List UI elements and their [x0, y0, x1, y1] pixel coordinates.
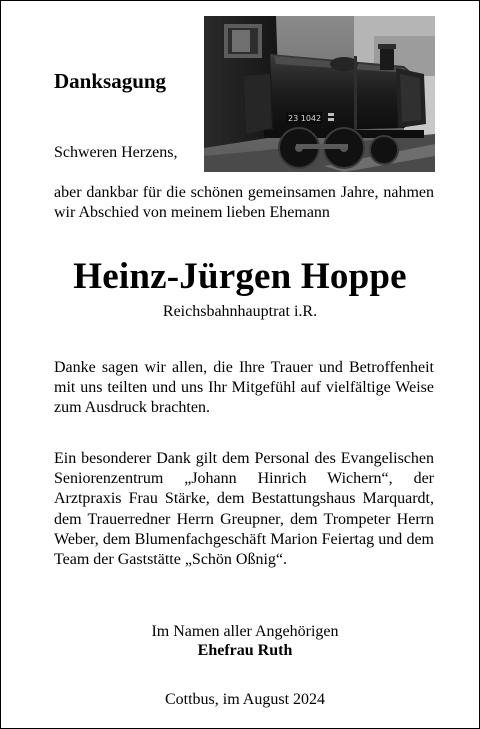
plate-number: 23 1042 — [288, 114, 322, 123]
paragraph-thanks: Danke sagen wir allen, die Ihre Trauer und Betroffenheit mit uns teilten und uns Ihr Mitgefühl auf vielfältige Weise zum Ausdruck brachten. — [54, 359, 434, 417]
signature-name: Ehefrau Ruth — [197, 642, 293, 659]
paragraph-farewell: aber dankbar für die schönen gemeinsamen Jahre, nahmen wir Abschied von meinem lieben Ehemann — [54, 184, 434, 222]
heading: Danksagung — [54, 69, 167, 93]
locomotive-illustration — [204, 16, 435, 172]
intro-text: Schweren Herzens, — [54, 144, 178, 161]
place-date: Cottbus, im August 2024 — [164, 691, 326, 708]
locomotive-photo — [204, 16, 435, 172]
deceased-title: Reichsbahnhauptrat i.R. — [162, 303, 318, 320]
paragraph-special-thanks: Ein besonderer Dank gilt dem Personal des Evangelischen Seniorenzentrum „Johann Hinrich Wichern“, der Arztpraxis Frau Stärke, dem Bestattungshaus Marquardt, dem Trauerredner Herrn Greupner, dem Trompeter Herrn Weber, dem Blumenfachgeschäft Marion Feiertag und dem Team der Gaststätte „Schön Oßnig“. — [54, 450, 434, 569]
signature-line: Im Namen aller Angehörigen — [151, 623, 339, 640]
deceased-name: Heinz-Jürgen Hoppe — [73, 256, 407, 297]
